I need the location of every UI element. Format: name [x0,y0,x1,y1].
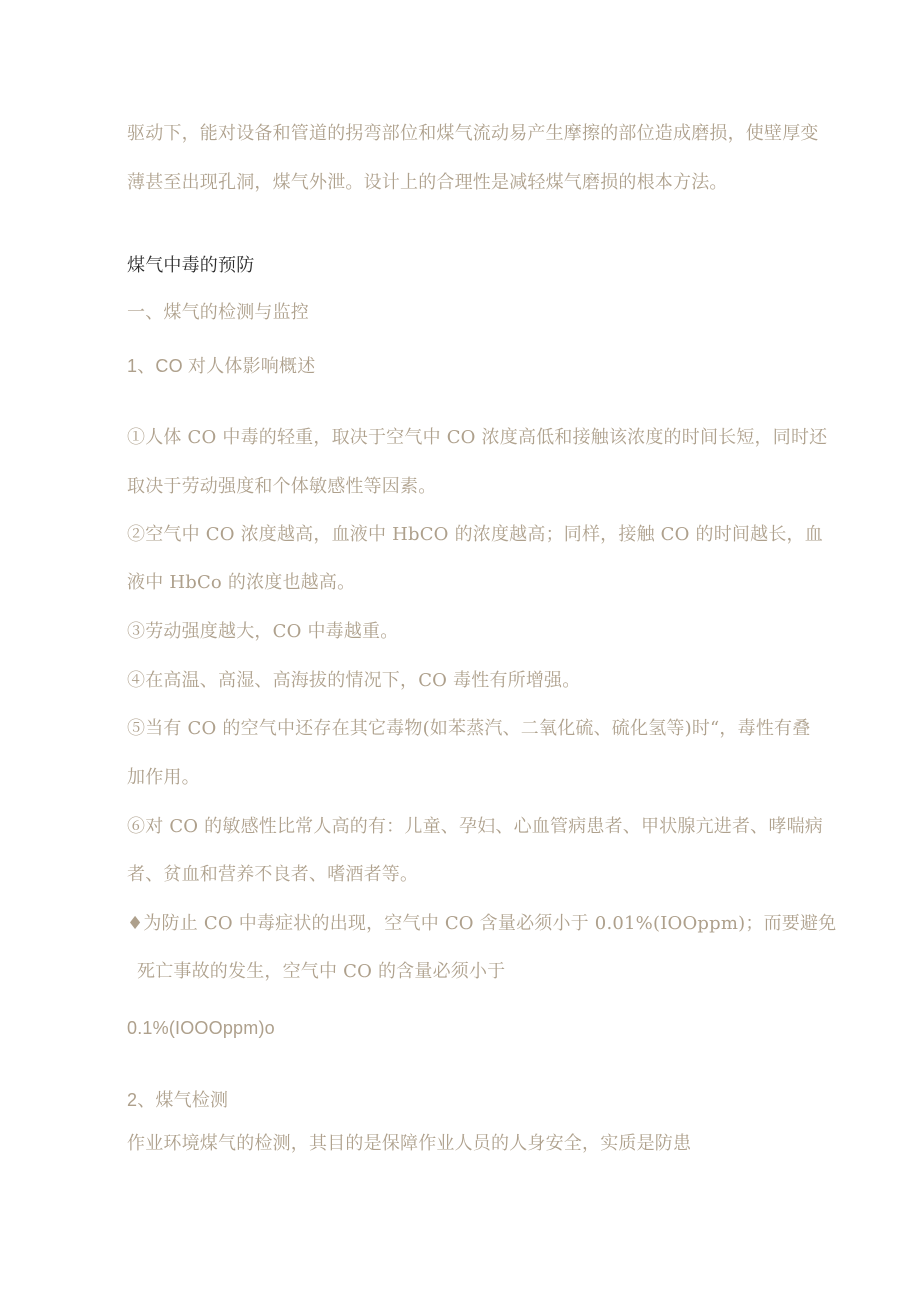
list-item-line: 者、贫血和营养不良者、嗜酒者等。 [127,864,419,885]
subsection-heading: 2、煤气检测 [127,1090,229,1110]
section-heading: 煤气中毒的预防 [127,255,255,276]
paragraph-line: 作业环境煤气的检测，其目的是保障作业人员的人身安全，实质是防患 [127,1133,692,1154]
paragraph-line: 薄甚至出现孔洞，煤气外泄。设计上的合理性是减轻煤气磨损的根本方法。 [127,172,728,193]
list-item-line: ⑤当有 CO 的空气中还存在其它毒物(如苯蒸汽、二氧化硫、硫化氢等)时“，毒性有叠 [127,718,811,739]
list-item-line: 取决于劳动强度和个体敏感性等因素。 [127,476,437,497]
list-item-line: 加作用。 [127,767,200,788]
list-item-line: ⑥对 CO 的敏感性比常人高的有：儿童、孕妇、心血管病患者、甲状腺亢进者、哮喘病 [127,816,823,837]
list-item-line: 液中 HbCo 的浓度也越高。 [127,572,356,593]
list-item-line: ④在高温、高湿、高海拔的情况下，CO 毒性有所增强。 [127,670,581,691]
list-item-line: 死亡事故的发生，空气中 CO 的含量必须小于 [137,961,506,982]
list-item-line: ②空气中 CO 浓度越高，血液中 HbCO 的浓度越高；同样，接触 CO 的时间越长，血 [127,524,823,545]
subsection-heading: 一、煤气的检测与监控 [127,302,309,323]
paragraph-line: 驱动下，能对设备和管道的拐弯部位和煤气流动易产生摩擦的部位造成磨损，使壁厚变 [127,123,819,144]
list-item-line: ①人体 CO 中毒的轻重，取决于空气中 CO 浓度高低和接触该浓度的时间长短，同时还 [127,427,828,448]
list-item-line: ♦为防止 CO 中毒症状的出现，空气中 CO 含量必须小于 0.01%(IOOppm)；而要避免 [127,913,837,934]
list-item-line: ③劳动强度越大，CO 中毒越重。 [127,621,399,642]
list-item-line: 0.1%(IOOOppm)o [127,1018,275,1038]
subsection-heading: 1、CO 对人体影响概述 [127,356,316,376]
